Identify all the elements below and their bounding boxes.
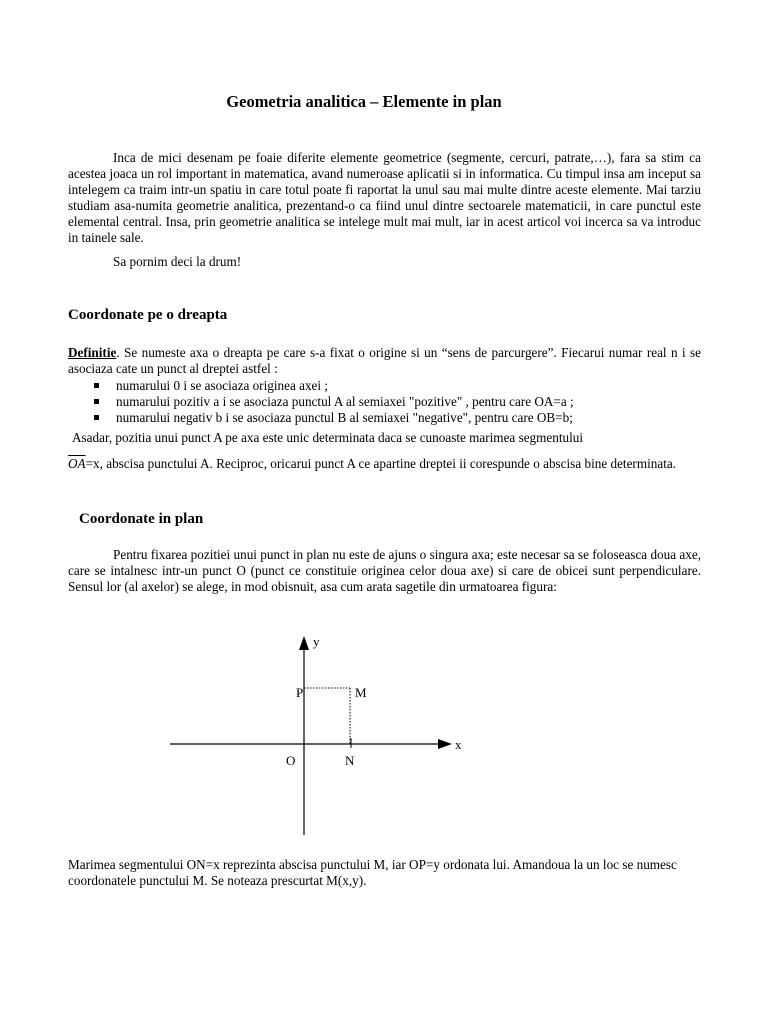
list-item — [92, 394, 712, 410]
label-y: y — [313, 634, 320, 649]
intro-text: Inca de mici desenam pe foaie diferite elemente geometrice (segmente, cercuri, patrate,…), fara sa stim ca acestea joaca un rol important in matematica, avand numeroase aplicatii si in informatica. Cu timpul insa am inceput sa intelegem ca traim intr-un spatiu in care totul poate fi raportat la unul sau mai multe dintre aceste elemente. Mai tarziu studiam asa-numita geometrie analitica, prezentand-o ca fiind unul dintre sectoarele matematicii, in care punctul este elemental central. Insa, prin geometrie analitica se intelege mult mai mult, iar in acest articol voi incerca sa va introduc in tainele sale. — [68, 150, 701, 245]
coordinate-axes-figure — [0, 628, 768, 868]
conclusion-text: =x, abscisa punctului A. Reciproc, oricarui punct A ce apartine dreptei ii corespunde o abscisa bine determinata. — [85, 456, 677, 471]
intro-paragraph — [68, 150, 701, 246]
section-heading-line-coordinates: Coordonate pe o dreapta — [68, 307, 228, 323]
label-x: x — [455, 737, 462, 752]
list-item-text: numarului negativ b i se asociaza punctul B al semiaxei "negative", pentru care OB=b; — [116, 410, 573, 425]
list-item — [92, 378, 712, 394]
list-item — [92, 410, 712, 426]
conclusion-line1: Asadar, pozitia unui punct A pe axa este unic determinata daca se cunoaste marimea segmentului — [72, 430, 584, 445]
list-item-text: numarului 0 i se asociaza originea axei ; — [116, 378, 329, 393]
document-title: Geometria analitica – Elemente in plan — [226, 92, 502, 111]
bullet-list — [92, 378, 712, 426]
bullet-square-icon — [94, 399, 99, 404]
y-axis-arrow-icon — [299, 636, 309, 650]
definition-paragraph — [68, 345, 701, 377]
list-item-text: numarului pozitiv a i se asociaza punctul A al semiaxei "pozitive" , pentru care OA=a ; — [116, 394, 574, 409]
label-n: N — [345, 753, 355, 768]
definition-text: . Se numeste axa o dreapta pe care s-a fixat o origine si un “sens de parcurgere”. Fiecarui numar real n i se asociaza cate un punct al dreptei astfel : — [68, 345, 701, 376]
plane-paragraph: Pentru fixarea pozitiei unui punct in plan nu este de ajuns o singura axa; este necesar sa se foloseasca doua axe, care se intalnesc intr-un punct O (punct ce constituie originea celor doua axe) si care de obicei sunt perpendiculare. Sensul lor (al axelor) se alege, in mod obisnuit, asa cum arata sagetile din urmatoarea figura: — [68, 547, 701, 594]
label-p: P — [296, 685, 304, 700]
definition-label: Definitie — [68, 345, 117, 360]
bullet-square-icon — [94, 383, 99, 388]
label-origin: O — [286, 753, 296, 768]
conclusion-line2 — [68, 456, 701, 472]
section-heading-plane-coordinates: Coordonate in plan — [79, 511, 204, 527]
x-axis-arrow-icon — [438, 739, 452, 749]
intro-closing: Sa pornim deci la drum! — [113, 254, 242, 269]
bullet-square-icon — [94, 415, 99, 420]
label-m: M — [355, 685, 367, 700]
segment-symbol: $\overline{OA}$ — [68, 456, 86, 471]
final-paragraph: Marimea segmentului ON=x reprezinta abscisa punctului M, iar OP=y ordonata lui. Amandoua la un loc se numesc coordonatele punctului M. Se noteaza prescurtat M(x,y). — [68, 857, 677, 888]
